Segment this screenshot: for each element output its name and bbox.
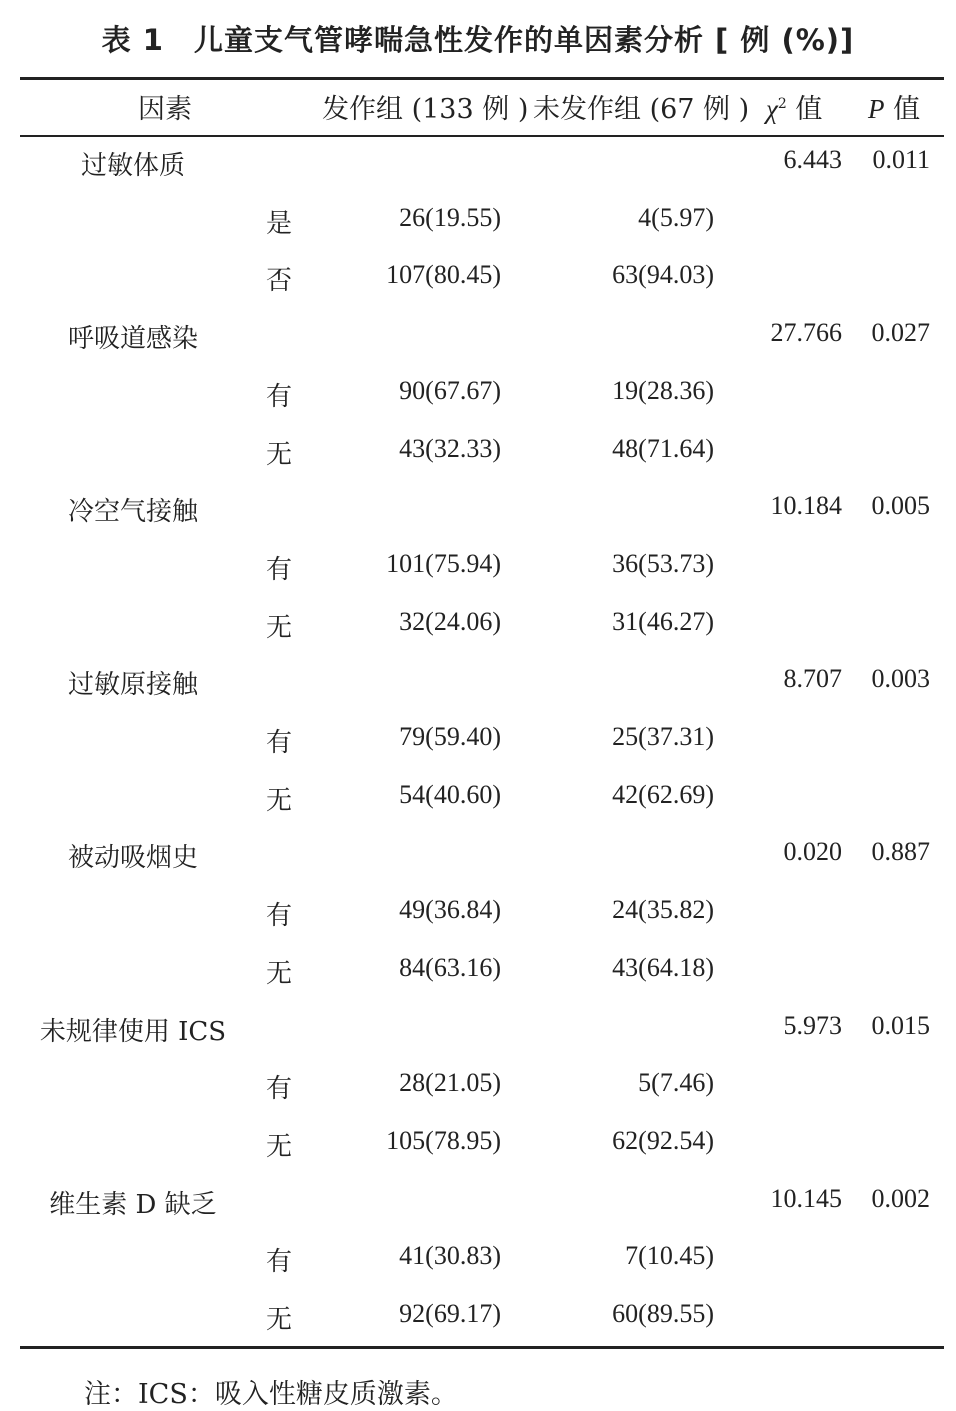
table-row [0,887,956,945]
p-value-cell: 0.005 [871,491,930,521]
level-cell: 有 [266,554,293,585]
table-row [0,195,956,253]
nonexposed-cell: 62(92.54) [612,1125,714,1155]
p-value-cell: 0.011 [872,145,930,174]
exposed-cell: 41(30.83) [399,1241,501,1271]
exposed-cell: 54(40.60) [399,779,501,809]
chi-square-cell: 5.973 [783,1010,842,1040]
chi-square-cell: 27.766 [770,318,842,348]
factor-cell: 被动吸烟史 [67,843,198,874]
nonexposed-cell: 31(46.27) [612,606,714,636]
table-row [0,310,956,368]
header-nonexposed-group: 未发作组 (67 例 ) [533,94,750,125]
nonexposed-cell: 48(71.64) [612,433,714,463]
factor-cell: 呼吸道感染 [67,324,198,355]
table-row [0,368,956,426]
nonexposed-cell: 5(7.46) [638,1068,714,1098]
level-cell: 无 [266,785,293,816]
factor-cell: 未规律使用 ICS [39,1016,227,1047]
table-row [0,252,956,310]
level-cell: 无 [266,612,293,643]
exposed-cell: 101(75.94) [386,548,501,578]
level-cell: 有 [266,901,293,932]
table-number: 表 1 [101,23,164,57]
chi-square-cell: 8.707 [783,664,842,694]
p-value-cell: 0.003 [871,664,930,694]
table-row [0,1233,956,1291]
exposed-cell: 43(32.33) [399,433,501,463]
factor-cell: 过敏体质 [80,151,185,181]
level-cell: 有 [266,1074,293,1105]
exposed-cell: 49(36.84) [399,895,501,925]
level-cell: 无 [266,439,293,470]
exposed-cell: 26(19.55) [399,202,501,232]
level-cell: 无 [266,1305,293,1335]
p-value-cell: 0.015 [871,1010,930,1040]
exposed-cell: 84(63.16) [399,952,501,982]
top-rule [20,77,944,80]
factor-cell: 维生素 D 缺乏 [49,1189,217,1220]
bottom-rule [20,1346,944,1349]
nonexposed-cell: 4(5.97) [638,202,714,232]
p-symbol: P [868,94,885,124]
chi-square-cell: 10.184 [770,491,842,521]
p-value-cell: 0.027 [871,318,930,348]
table-row [0,137,956,195]
exposed-cell: 79(59.40) [399,722,501,751]
nonexposed-cell: 19(28.36) [612,375,714,405]
table-row [0,829,956,887]
table-title [0,18,956,59]
p-value-cell: 0.002 [871,1183,930,1213]
level-cell: 无 [266,1131,293,1162]
table-row [0,483,956,541]
factor-cell: 过敏原接触 [67,670,198,701]
exposed-cell: 105(78.95) [386,1125,501,1155]
table-row [0,1003,956,1061]
header-p-value [868,87,920,126]
level-cell: 无 [266,958,293,989]
level-cell: 有 [266,1247,293,1278]
table-row [0,1291,956,1349]
nonexposed-cell: 43(64.18) [612,952,714,982]
level-cell: 是 [266,208,293,239]
table-row [0,945,956,1003]
chi-symbol: χ [766,94,778,124]
exposed-cell: 107(80.45) [386,260,501,290]
table-row [0,599,956,657]
header-exposed-group: 发作组 (133 例 ) [322,94,529,125]
level-cell: 有 [266,381,293,412]
p-suffix: 值 [884,94,921,125]
table-row [0,426,956,484]
chi-superscript: 2 [777,96,787,112]
table-row [0,541,956,599]
nonexposed-cell: 36(53.73) [612,548,714,578]
table-row [0,772,956,830]
header-chi-square [766,87,822,126]
table-row [0,1176,956,1234]
level-cell: 否 [266,266,293,297]
header-factor: 因素 [138,94,192,125]
level-cell: 有 [266,728,293,758]
exposed-cell: 28(21.05) [399,1068,501,1098]
nonexposed-cell: 7(10.45) [625,1241,714,1271]
chi-square-cell: 6.443 [783,145,842,174]
chi-suffix: 值 [786,94,823,125]
nonexposed-cell: 60(89.55) [612,1299,714,1328]
table-row [0,1118,956,1176]
nonexposed-cell: 24(35.82) [612,895,714,925]
exposed-cell: 90(67.67) [399,375,501,405]
p-value-cell: 0.887 [871,837,930,867]
nonexposed-cell: 25(37.31) [612,722,714,751]
exposed-cell: 32(24.06) [399,606,501,636]
factor-cell: 冷空气接触 [67,497,198,528]
exposed-cell: 92(69.17) [399,1299,501,1328]
nonexposed-cell: 63(94.03) [612,260,714,290]
table-note: 注：ICS：吸入性糖皮质激素。 [84,1379,458,1410]
chi-square-cell: 0.020 [783,837,842,867]
table-row [0,1060,956,1118]
table-row [0,714,956,772]
nonexposed-cell: 42(62.69) [612,779,714,809]
table-row [0,656,956,714]
table-caption: 儿童支气管哮喘急性发作的单因素分析 [ 例 (%)] [193,23,855,57]
chi-square-cell: 10.145 [770,1183,842,1213]
